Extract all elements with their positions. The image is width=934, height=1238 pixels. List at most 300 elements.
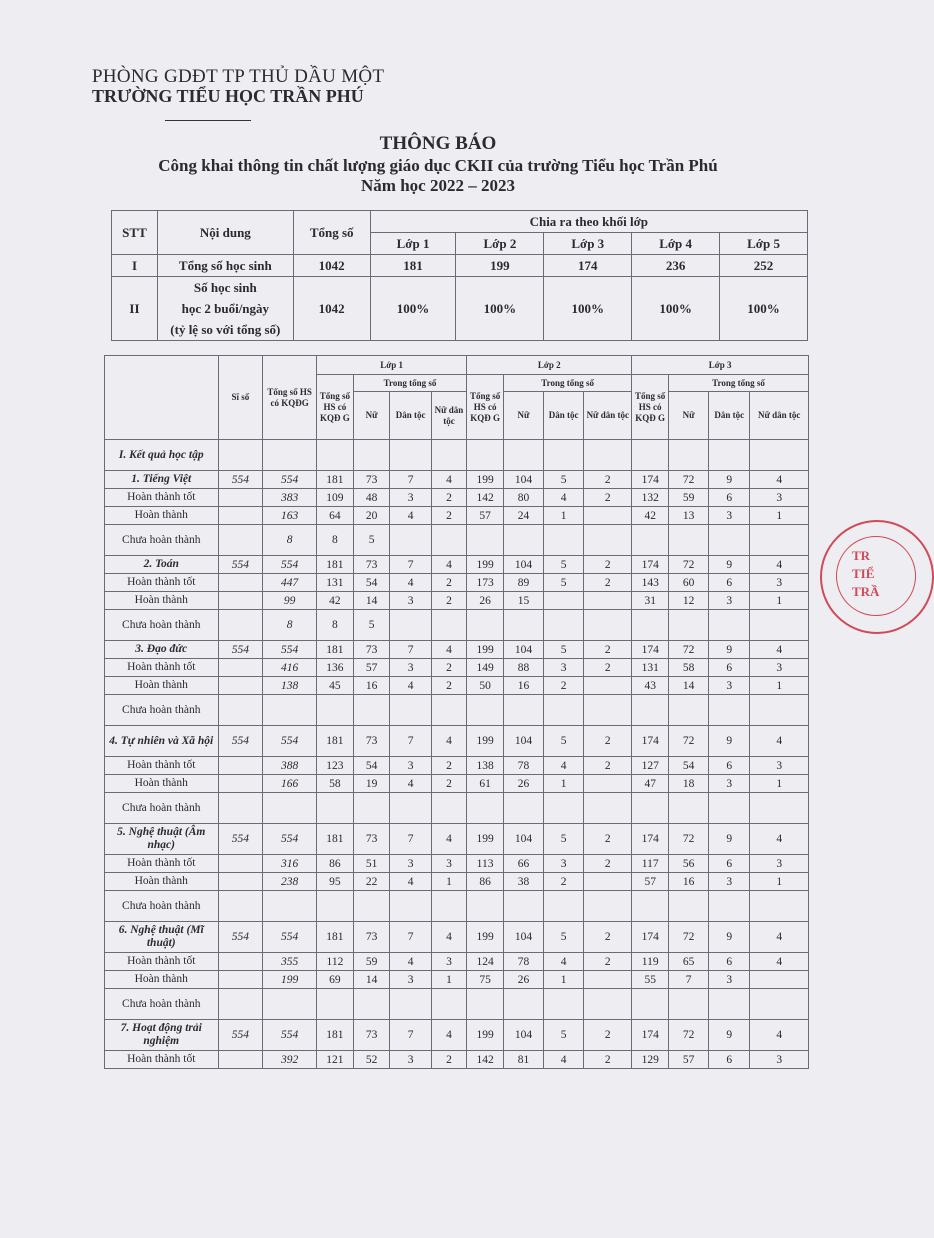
cell-value: 3: [390, 1051, 431, 1069]
subject-label: 3. Đạo đức: [105, 641, 219, 659]
cell-value: [669, 891, 709, 922]
cell-siso: [218, 574, 263, 592]
grade-value: 174: [544, 255, 632, 277]
cell-value: 56: [669, 855, 709, 873]
level-label: Chưa hoàn thành: [105, 891, 219, 922]
cell-value: 4: [390, 677, 431, 695]
cell-value: 14: [353, 592, 390, 610]
cell-value: 6: [709, 659, 750, 677]
section-title: I. Kết quả học tập: [105, 440, 219, 471]
cell-value: 4: [390, 507, 431, 525]
table-row: [105, 507, 809, 525]
cell-siso: [218, 695, 263, 726]
cell-value: 174: [632, 556, 669, 574]
cell-value: 57: [353, 659, 390, 677]
cell-value: [390, 610, 431, 641]
cell-value: 95: [317, 873, 354, 891]
grade-value: 100%: [456, 277, 544, 341]
table-row: [105, 757, 809, 775]
cell-value: 86: [467, 873, 504, 891]
cell-siso: [218, 793, 263, 824]
cell-siso: [218, 525, 263, 556]
cell-value: 65: [669, 953, 709, 971]
cell-value: 6: [709, 953, 750, 971]
cell-value: [669, 793, 709, 824]
cell-value: 3: [750, 1051, 809, 1069]
cell-value: [584, 971, 632, 989]
cell-value: 4: [750, 922, 809, 953]
cell-siso: [218, 873, 263, 891]
cell-value: 199: [467, 922, 504, 953]
cell-value: 4: [431, 824, 467, 855]
cell-value: 5: [544, 1020, 584, 1051]
row-stt: II: [112, 277, 158, 341]
cell-value: 104: [503, 556, 543, 574]
cell-value: 4: [750, 556, 809, 574]
cell-total-kqdg: 99: [263, 592, 317, 610]
level-label: Hoàn thành tốt: [105, 757, 219, 775]
cell-value: 181: [317, 556, 354, 574]
level-label: Hoàn thành tốt: [105, 659, 219, 677]
subject-label: 6. Nghệ thuật (Mĩ thuật): [105, 922, 219, 953]
cell-value: 3: [709, 592, 750, 610]
level-label: Hoàn thành tốt: [105, 1051, 219, 1069]
cell-value: 2: [584, 824, 632, 855]
cell-value: [750, 695, 809, 726]
cell-value: [632, 989, 669, 1020]
cell-value: 7: [669, 971, 709, 989]
cell-value: [709, 989, 750, 1020]
cell-value: [544, 695, 584, 726]
table-row: [105, 556, 809, 574]
cell-value: [584, 507, 632, 525]
table-row: [105, 1051, 809, 1069]
table-row: [105, 953, 809, 971]
cell-total-kqdg: 199: [263, 971, 317, 989]
cell-total-kqdg: 554: [263, 1020, 317, 1051]
cell-total-kqdg: 447: [263, 574, 317, 592]
grade-header: Lớp 5: [720, 233, 808, 255]
cell-value: [431, 891, 467, 922]
cell-value: [317, 695, 354, 726]
level-label: Hoàn thành tốt: [105, 855, 219, 873]
cell-value: [467, 793, 504, 824]
cell-value: 16: [353, 677, 390, 695]
cell-value: 109: [317, 489, 354, 507]
table-row: [105, 775, 809, 793]
cell-value: 104: [503, 922, 543, 953]
cell-total-kqdg: 238: [263, 873, 317, 891]
cell-value: 4: [750, 953, 809, 971]
cell-value: 54: [353, 574, 390, 592]
cell-siso: [218, 489, 263, 507]
table-row: [105, 525, 809, 556]
cell-value: 72: [669, 922, 709, 953]
cell-value: [750, 793, 809, 824]
table-row: [105, 659, 809, 677]
header-blank: [105, 356, 219, 440]
cell-value: 72: [669, 556, 709, 574]
cell-value: 15: [503, 592, 543, 610]
cell-value: 42: [317, 592, 354, 610]
header-grade-total: Tổng số HS có KQĐ G: [632, 375, 669, 440]
cell-value: 3: [390, 659, 431, 677]
level-label: Chưa hoàn thành: [105, 525, 219, 556]
cell-value: 9: [709, 922, 750, 953]
cell-value: 132: [632, 489, 669, 507]
cell-siso: [218, 757, 263, 775]
seal-text: TRẦ: [852, 584, 880, 599]
cell-total-kqdg: 554: [263, 726, 317, 757]
cell-value: 121: [317, 1051, 354, 1069]
cell-value: [632, 891, 669, 922]
cell-value: 73: [353, 824, 390, 855]
cell-value: 3: [709, 677, 750, 695]
table-row: [105, 793, 809, 824]
level-label: Hoàn thành: [105, 592, 219, 610]
cell-value: 1: [750, 873, 809, 891]
cell-value: 4: [750, 641, 809, 659]
cell-value: 104: [503, 1020, 543, 1051]
cell-value: 4: [431, 556, 467, 574]
cell-value: 174: [632, 824, 669, 855]
table-row: [105, 574, 809, 592]
cell-value: 4: [431, 726, 467, 757]
cell-value: 4: [431, 1020, 467, 1051]
cell-value: 38: [503, 873, 543, 891]
cell-value: [431, 610, 467, 641]
cell-value: 3: [709, 507, 750, 525]
header-female: Nữ: [669, 392, 709, 440]
cell-value: [317, 793, 354, 824]
cell-value: 73: [353, 641, 390, 659]
cell-value: [390, 525, 431, 556]
cell-value: 181: [317, 922, 354, 953]
results-table: [104, 355, 809, 1069]
cell-value: 6: [709, 855, 750, 873]
cell-value: 174: [632, 726, 669, 757]
school-seal: [820, 520, 934, 634]
grade-value: 181: [370, 255, 456, 277]
cell-value: 181: [317, 641, 354, 659]
cell-value: [632, 793, 669, 824]
cell-value: 1: [750, 592, 809, 610]
cell-value: 3: [390, 757, 431, 775]
cell-total-kqdg: 392: [263, 1051, 317, 1069]
cell-value: 60: [669, 574, 709, 592]
cell-value: [709, 525, 750, 556]
cell-value: [709, 793, 750, 824]
subject-label: 5. Nghệ thuật (Âm nhạc): [105, 824, 219, 855]
header-female: Nữ: [353, 392, 390, 440]
summary-table: [111, 210, 808, 341]
cell-value: 57: [467, 507, 504, 525]
cell-value: 7: [390, 471, 431, 489]
cell-siso: 554: [218, 824, 263, 855]
cell-siso: 554: [218, 726, 263, 757]
cell-value: 3: [750, 489, 809, 507]
cell-value: 2: [584, 489, 632, 507]
cell-value: 12: [669, 592, 709, 610]
cell-value: 199: [467, 824, 504, 855]
divider-line: [165, 120, 251, 121]
cell-value: 4: [750, 1020, 809, 1051]
cell-value: 4: [750, 824, 809, 855]
cell-value: 69: [317, 971, 354, 989]
cell-value: 112: [317, 953, 354, 971]
cell-value: 199: [467, 726, 504, 757]
cell-value: 1: [750, 775, 809, 793]
level-label: Hoàn thành: [105, 873, 219, 891]
table-row: [105, 641, 809, 659]
grade-value: 199: [456, 255, 544, 277]
cell-value: 18: [669, 775, 709, 793]
table-row: [105, 855, 809, 873]
cell-siso: [218, 677, 263, 695]
cell-value: 86: [317, 855, 354, 873]
level-label: Hoàn thành: [105, 507, 219, 525]
cell-siso: [218, 610, 263, 641]
cell-value: 104: [503, 726, 543, 757]
cell-value: 174: [632, 641, 669, 659]
table-row: [105, 922, 809, 953]
cell-value: [390, 695, 431, 726]
cell-value: 58: [317, 775, 354, 793]
cell-value: [584, 793, 632, 824]
cell-value: 75: [467, 971, 504, 989]
cell-value: 6: [709, 489, 750, 507]
cell-value: [544, 592, 584, 610]
grade-header: Lớp 4: [632, 233, 720, 255]
row-content: [157, 277, 293, 341]
cell-value: [390, 989, 431, 1020]
content-line: Tổng số học sinh: [178, 258, 272, 273]
cell-value: [584, 525, 632, 556]
summary-row: [112, 255, 808, 277]
cell-value: 2: [544, 873, 584, 891]
cell-value: 7: [390, 556, 431, 574]
cell-value: 3: [750, 757, 809, 775]
cell-value: 19: [353, 775, 390, 793]
cell-value: 13: [669, 507, 709, 525]
cell-siso: 554: [218, 471, 263, 489]
cell-value: 4: [390, 873, 431, 891]
cell-value: 8: [317, 610, 354, 641]
cell-value: 59: [669, 489, 709, 507]
cell-value: 5: [353, 610, 390, 641]
cell-siso: 554: [218, 1020, 263, 1051]
cell-value: [584, 873, 632, 891]
cell-siso: [218, 953, 263, 971]
cell-value: [584, 695, 632, 726]
cell-total-kqdg: 355: [263, 953, 317, 971]
subject-label: 7. Hoạt động trải nghiệm: [105, 1020, 219, 1051]
cell-value: 4: [390, 953, 431, 971]
document-title: THÔNG BÁO: [379, 133, 497, 154]
cell-value: 199: [467, 641, 504, 659]
cell-value: 124: [467, 953, 504, 971]
cell-value: 7: [390, 922, 431, 953]
cell-value: 5: [544, 726, 584, 757]
cell-value: 66: [503, 855, 543, 873]
cell-value: 2: [431, 592, 467, 610]
department-name: PHÒNG GDĐT TP THỦ DẦU MỘT: [92, 66, 385, 87]
grade-value: 100%: [632, 277, 720, 341]
grade-value: 100%: [544, 277, 632, 341]
cell-value: 73: [353, 471, 390, 489]
cell-value: 3: [709, 775, 750, 793]
cell-value: 47: [632, 775, 669, 793]
cell-value: 1: [431, 971, 467, 989]
cell-value: [353, 891, 390, 922]
cell-siso: 554: [218, 922, 263, 953]
cell-value: 2: [584, 855, 632, 873]
cell-value: 142: [467, 489, 504, 507]
cell-value: [669, 695, 709, 726]
cell-value: 5: [544, 824, 584, 855]
cell-value: [353, 989, 390, 1020]
cell-value: 20: [353, 507, 390, 525]
cell-total-kqdg: 554: [263, 556, 317, 574]
cell-value: 72: [669, 1020, 709, 1051]
subject-label: 1. Tiếng Việt: [105, 471, 219, 489]
cell-total-kqdg: 166: [263, 775, 317, 793]
level-label: Chưa hoàn thành: [105, 610, 219, 641]
cell-value: 57: [632, 873, 669, 891]
cell-value: 59: [353, 953, 390, 971]
cell-value: 2: [431, 757, 467, 775]
cell-value: 127: [632, 757, 669, 775]
cell-value: 6: [709, 1051, 750, 1069]
cell-total-kqdg: 8: [263, 610, 317, 641]
cell-value: 5: [544, 471, 584, 489]
seal-text: TR: [852, 548, 871, 563]
cell-value: 7: [390, 726, 431, 757]
cell-value: 2: [431, 1051, 467, 1069]
cell-value: [669, 989, 709, 1020]
cell-total-kqdg: 554: [263, 471, 317, 489]
cell-value: 1: [750, 507, 809, 525]
subject-label: 2. Toán: [105, 556, 219, 574]
cell-value: 4: [750, 726, 809, 757]
header-grade-total: Tổng số HS có KQĐ G: [317, 375, 354, 440]
school-year: Năm học 2022 – 2023: [361, 176, 515, 195]
cell-total-kqdg: 138: [263, 677, 317, 695]
cell-value: 3: [544, 659, 584, 677]
level-label: Chưa hoàn thành: [105, 695, 219, 726]
cell-value: 4: [390, 775, 431, 793]
cell-value: 9: [709, 824, 750, 855]
cell-siso: 554: [218, 556, 263, 574]
cell-siso: 554: [218, 641, 263, 659]
table-row: [105, 971, 809, 989]
cell-value: [544, 793, 584, 824]
cell-value: 3: [390, 592, 431, 610]
cell-value: [503, 989, 543, 1020]
cell-value: 104: [503, 641, 543, 659]
cell-value: 131: [632, 659, 669, 677]
cell-value: 2: [584, 953, 632, 971]
cell-total-kqdg: [263, 793, 317, 824]
content-line: Số học sinh: [193, 280, 257, 295]
cell-value: 5: [544, 922, 584, 953]
cell-value: 26: [503, 775, 543, 793]
cell-total-kqdg: 554: [263, 641, 317, 659]
cell-value: 3: [709, 971, 750, 989]
cell-value: 61: [467, 775, 504, 793]
cell-value: [709, 610, 750, 641]
cell-siso: [218, 989, 263, 1020]
cell-total-kqdg: [263, 891, 317, 922]
cell-value: [544, 891, 584, 922]
cell-value: 26: [503, 971, 543, 989]
cell-value: 9: [709, 556, 750, 574]
header-grade-2: Lớp 2: [467, 356, 632, 375]
table-row: [105, 677, 809, 695]
cell-value: [431, 793, 467, 824]
header-female-ethnic: Nữ dân tộc: [584, 392, 632, 440]
cell-value: 6: [709, 574, 750, 592]
cell-value: 78: [503, 757, 543, 775]
cell-value: 119: [632, 953, 669, 971]
cell-value: 2: [431, 775, 467, 793]
cell-siso: [218, 507, 263, 525]
cell-value: 2: [584, 556, 632, 574]
cell-value: 1: [431, 873, 467, 891]
cell-value: [317, 989, 354, 1020]
cell-value: [467, 891, 504, 922]
cell-value: [750, 610, 809, 641]
cell-value: 3: [750, 659, 809, 677]
level-label: Hoàn thành tốt: [105, 953, 219, 971]
cell-value: 4: [544, 1051, 584, 1069]
cell-value: 2: [431, 659, 467, 677]
cell-value: [584, 677, 632, 695]
cell-value: 73: [353, 1020, 390, 1051]
cell-value: 4: [544, 757, 584, 775]
cell-value: 113: [467, 855, 504, 873]
cell-value: [584, 989, 632, 1020]
cell-value: 4: [431, 641, 467, 659]
cell-value: [467, 610, 504, 641]
cell-value: 54: [669, 757, 709, 775]
cell-value: 2: [431, 677, 467, 695]
cell-value: 149: [467, 659, 504, 677]
seal-text: TIỂ: [852, 566, 875, 581]
cell-total-kqdg: [263, 695, 317, 726]
cell-value: 58: [669, 659, 709, 677]
cell-value: [431, 525, 467, 556]
cell-value: 89: [503, 574, 543, 592]
cell-value: [503, 793, 543, 824]
cell-value: 22: [353, 873, 390, 891]
cell-value: 1: [544, 971, 584, 989]
cell-value: 4: [390, 574, 431, 592]
cell-value: 136: [317, 659, 354, 677]
cell-value: 9: [709, 1020, 750, 1051]
cell-value: 7: [390, 641, 431, 659]
cell-value: 181: [317, 1020, 354, 1051]
cell-value: 9: [709, 726, 750, 757]
cell-value: 104: [503, 471, 543, 489]
cell-value: 181: [317, 824, 354, 855]
header-grade-group: Chia ra theo khối lớp: [370, 211, 807, 233]
table-row: [105, 726, 809, 757]
cell-value: [544, 989, 584, 1020]
content-line: (tỷ lệ so với tổng số): [170, 322, 281, 337]
cell-value: [750, 525, 809, 556]
cell-value: 4: [431, 471, 467, 489]
